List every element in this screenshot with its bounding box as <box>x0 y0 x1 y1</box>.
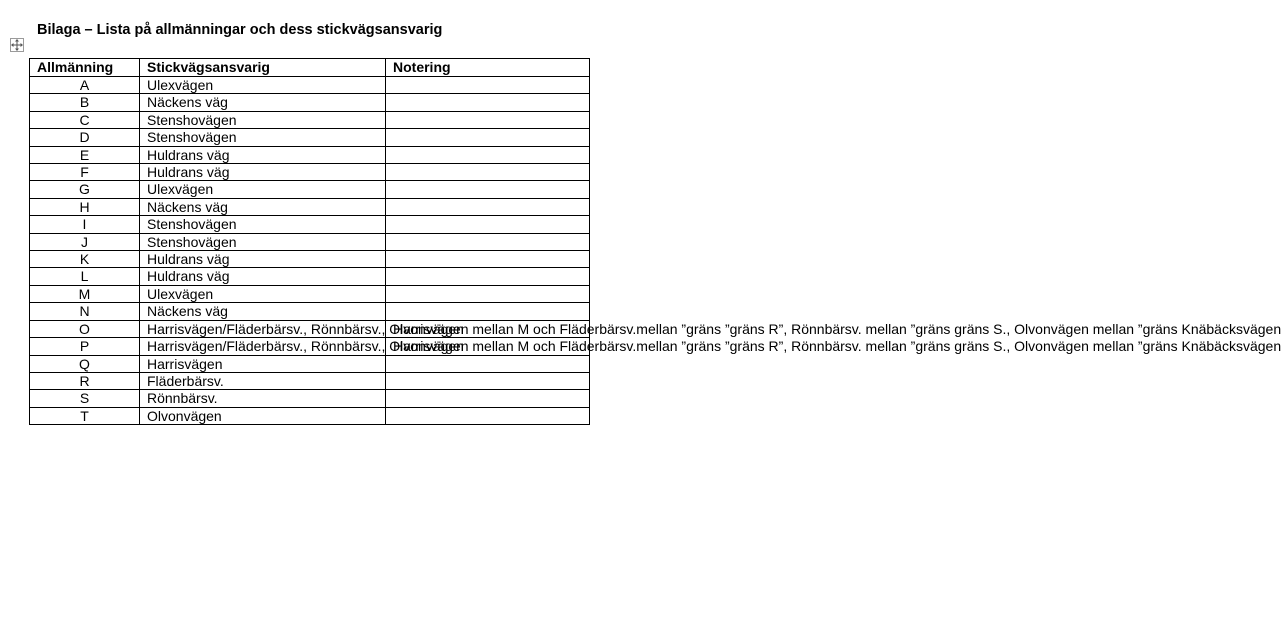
cell-stickvagsansvarig[interactable]: Stenshovägen <box>140 129 386 146</box>
cell-stickvagsansvarig[interactable]: Huldrans väg <box>140 164 386 181</box>
cell-allmanning[interactable]: O <box>30 320 140 337</box>
cell-notering[interactable] <box>386 94 590 111</box>
table-row <box>30 355 590 372</box>
cell-notering[interactable] <box>386 233 590 250</box>
cell-notering[interactable] <box>386 251 590 268</box>
cell-notering[interactable] <box>386 198 590 215</box>
cell-stickvagsansvarig[interactable]: Ulexvägen <box>140 77 386 94</box>
table-row <box>30 164 590 181</box>
cell-allmanning[interactable]: K <box>30 251 140 268</box>
table-row <box>30 268 590 285</box>
cell-stickvagsansvarig[interactable]: Huldrans väg <box>140 251 386 268</box>
cell-notering[interactable] <box>386 303 590 320</box>
cell-notering[interactable] <box>386 355 590 372</box>
table-row <box>30 111 590 128</box>
table-row <box>30 94 590 111</box>
cell-stickvagsansvarig[interactable]: Ulexvägen <box>140 181 386 198</box>
cell-stickvagsansvarig[interactable]: Ulexvägen <box>140 285 386 302</box>
header-stickvagsansvarig: Stickvägsansvarig <box>140 59 386 77</box>
table-row <box>30 338 590 355</box>
cell-allmanning[interactable]: H <box>30 198 140 215</box>
cell-stickvagsansvarig[interactable]: Stenshovägen <box>140 111 386 128</box>
cell-allmanning[interactable]: P <box>30 338 140 355</box>
cell-allmanning[interactable]: B <box>30 94 140 111</box>
move-arrows-icon <box>11 39 23 51</box>
cell-allmanning[interactable]: G <box>30 181 140 198</box>
cell-stickvagsansvarig[interactable]: Harrisvägen/Fläderbärsv., Rönnbärsv., Olvonvägen <box>140 320 386 337</box>
cell-allmanning[interactable]: I <box>30 216 140 233</box>
header-notering: Notering <box>386 59 590 77</box>
cell-stickvagsansvarig[interactable]: Huldrans väg <box>140 146 386 163</box>
cell-allmanning[interactable]: A <box>30 77 140 94</box>
table-row <box>30 198 590 215</box>
cell-stickvagsansvarig[interactable]: Stenshovägen <box>140 216 386 233</box>
table-row <box>30 372 590 389</box>
cell-notering[interactable]: Harrisvägen mellan M och Fläderbärsv.mellan ”gräns ”gräns R”, Rönnbärsv. mellan ”gräns gräns S., Olvonvägen mellan ”gräns Knäbäcksvägen <box>386 338 590 355</box>
table-row <box>30 407 590 424</box>
cell-notering[interactable] <box>386 129 590 146</box>
cell-notering[interactable] <box>386 77 590 94</box>
table-body <box>30 77 1281 425</box>
table-row <box>30 320 590 337</box>
table-row <box>30 146 590 163</box>
cell-notering[interactable] <box>386 181 590 198</box>
cell-allmanning[interactable]: D <box>30 129 140 146</box>
cell-stickvagsansvarig[interactable]: Harrisvägen <box>140 355 386 372</box>
cell-notering[interactable] <box>386 285 590 302</box>
cell-notering[interactable] <box>386 146 590 163</box>
cell-allmanning[interactable]: F <box>30 164 140 181</box>
cell-stickvagsansvarig[interactable]: Näckens väg <box>140 198 386 215</box>
cell-allmanning[interactable]: C <box>30 111 140 128</box>
cell-notering[interactable] <box>386 111 590 128</box>
cell-notering[interactable] <box>386 268 590 285</box>
table-row <box>30 181 590 198</box>
table-row <box>30 77 590 94</box>
cell-stickvagsansvarig[interactable]: Olvonvägen <box>140 407 386 424</box>
cell-notering[interactable] <box>386 164 590 181</box>
cell-stickvagsansvarig[interactable]: Stenshovägen <box>140 233 386 250</box>
table-row <box>30 390 590 407</box>
cell-allmanning[interactable]: M <box>30 285 140 302</box>
cell-notering[interactable] <box>386 216 590 233</box>
cell-stickvagsansvarig[interactable]: Fläderbärsv. <box>140 372 386 389</box>
table-row <box>30 303 590 320</box>
table-row <box>30 251 590 268</box>
cell-allmanning[interactable]: T <box>30 407 140 424</box>
table-header-row <box>30 59 590 77</box>
table-row <box>30 233 590 250</box>
cell-allmanning[interactable]: S <box>30 390 140 407</box>
table-row <box>30 216 590 233</box>
cell-allmanning[interactable]: J <box>30 233 140 250</box>
cell-allmanning[interactable]: L <box>30 268 140 285</box>
cell-allmanning[interactable]: N <box>30 303 140 320</box>
cell-stickvagsansvarig[interactable]: Huldrans väg <box>140 268 386 285</box>
cell-allmanning[interactable]: E <box>30 146 140 163</box>
cell-notering[interactable] <box>386 372 590 389</box>
page-title: Bilaga – Lista på allmänningar och dess stickvägsansvarig <box>37 22 443 38</box>
cell-stickvagsansvarig[interactable]: Rönnbärsv. <box>140 390 386 407</box>
allmanning-table <box>29 58 1281 425</box>
cell-notering[interactable] <box>386 407 590 424</box>
cell-stickvagsansvarig[interactable]: Näckens väg <box>140 303 386 320</box>
cell-notering[interactable] <box>386 390 590 407</box>
table-move-handle[interactable] <box>10 38 24 52</box>
cell-allmanning[interactable]: Q <box>30 355 140 372</box>
table-row <box>30 285 590 302</box>
cell-notering[interactable]: Harrisvägen mellan M och Fläderbärsv.mellan ”gräns ”gräns R”, Rönnbärsv. mellan ”gräns gräns S., Olvonvägen mellan ”gräns Knäbäcksvägen <box>386 320 590 337</box>
cell-stickvagsansvarig[interactable]: Näckens väg <box>140 94 386 111</box>
cell-allmanning[interactable]: R <box>30 372 140 389</box>
table-row <box>30 129 590 146</box>
cell-stickvagsansvarig[interactable]: Harrisvägen/Fläderbärsv., Rönnbärsv., Olvonvägen <box>140 338 386 355</box>
header-allmanning: Allmänning <box>30 59 140 77</box>
